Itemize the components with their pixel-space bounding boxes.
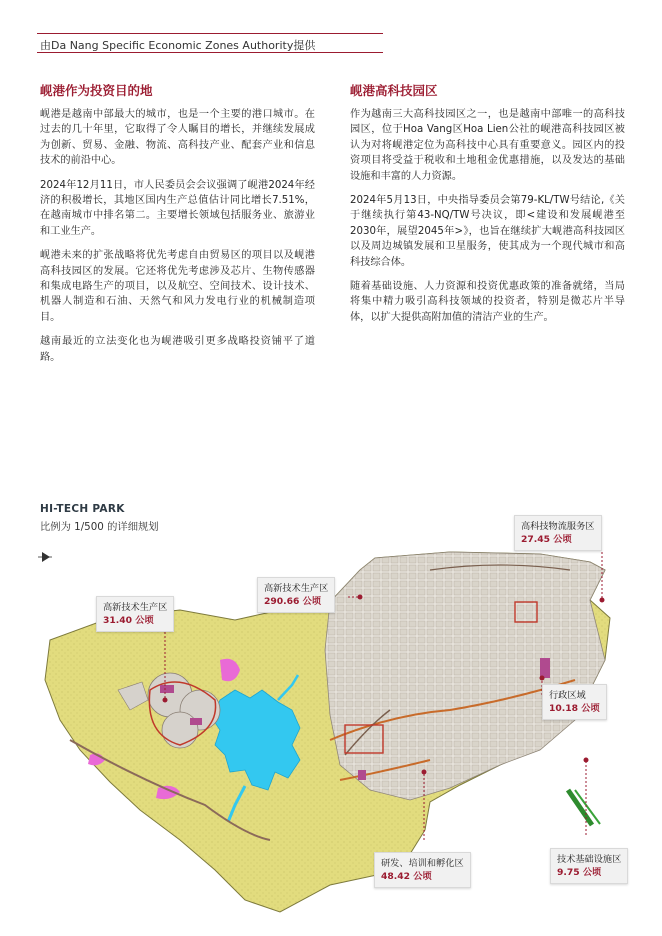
- callout-area: 290.66 公顷: [264, 596, 322, 607]
- left-paragraph: 2024年12月11日，市人民委员会会议强调了岘港2024年经济的积极增长，其地区国内生产总值估计同比增长7.51%，在越南城市中排名第二。主要增长领域包括服务业、旅游业和工业生产。: [40, 179, 315, 237]
- map-subtitle: 比例为 1/500 的详细规划: [40, 521, 159, 533]
- right-column: [350, 82, 625, 334]
- source-credit-bar: [37, 33, 383, 53]
- left-column: [40, 82, 315, 374]
- callout-infrastructure-zone: [550, 848, 628, 884]
- left-heading: 岘港作为投资目的地: [40, 83, 153, 98]
- right-paragraph: 随着基础设施、人力资源和投资优惠政策的准备就绪，当局将集中精力吸引高科技领域的投资者，特别是微芯片半导体，以扩大提供高附加值的清洁产业的生产。: [350, 281, 625, 323]
- left-paragraph: 岘港是越南中部最大的城市，也是一个主要的港口城市。在过去的几十年里，它取得了令人瞩目的增长，并继续发展成为创新、贸易、金融、物流、高科技产业、配套产业和信息技术的前沿中心。: [40, 109, 315, 167]
- left-paragraph: 越南最近的立法变化也为岘港吸引更多战略投资铺平了道路。: [40, 336, 315, 363]
- callout-administrative-zone: [542, 684, 607, 720]
- callout-production-zone-small: [96, 596, 174, 632]
- north-arrow-icon: [38, 552, 52, 562]
- callout-name: 行政区域: [549, 690, 586, 701]
- callout-logistics-zone: [514, 515, 602, 551]
- left-paragraph: 岘港未来的扩张战略将优先考虑自由贸易区的项目以及岘港高科技园区的发展。它还将优先考虑涉及芯片、生物传感器和集成电路生产的项目，以及航空、空间技术、设计技术、机器人制造和石油、天然气和风力发电行业的机械制造项目。: [40, 250, 315, 323]
- callout-name: 高新技术生产区: [103, 602, 168, 613]
- map-title: HI-TECH PARK: [40, 503, 125, 515]
- callout-name: 研发、培训和孵化区: [381, 858, 464, 869]
- source-credit: 由Da Nang Specific Economic Zones Authority提供: [40, 39, 316, 52]
- callout-production-zone-large: [257, 577, 335, 613]
- callout-area: 9.75 公顷: [557, 867, 602, 878]
- callout-name: 高新技术生产区: [264, 583, 329, 594]
- right-paragraph: 作为越南三大高科技园区之一，也是越南中部唯一的高科技园区，位于Hoa Vang区Hoa Lien公社的岘港高科技园区被认为对将岘港定位为高科技中心具有重要意义。园区内的投资项目将受益于税收和土地租金优惠措施，以及发达的基础设施和丰富的人力资源。: [350, 109, 625, 182]
- callout-name: 高科技物流服务区: [521, 521, 595, 532]
- callout-area: 27.45 公顷: [521, 534, 572, 545]
- right-paragraph: 2024年5月13日，中央指导委员会第79-KL/TW号结论,《关于继续执行第43-NQ/TW号决议，即<建设和发展岘港至2030年，展望2045年>》，也旨在继续扩大岘港高科技园区以及周边城镇发展和卫星服务，使其成为一个现代城市和高科技综合体。: [350, 195, 625, 268]
- right-heading: 岘港高科技园区: [350, 83, 438, 98]
- callout-area: 48.42 公顷: [381, 871, 432, 882]
- callout-area: 10.18 公顷: [549, 703, 600, 714]
- callout-rd-training-zone: [374, 852, 471, 888]
- callout-name: 技术基础设施区: [557, 854, 622, 865]
- callout-area: 31.40 公顷: [103, 615, 154, 626]
- urban-grid-zone: [325, 552, 605, 800]
